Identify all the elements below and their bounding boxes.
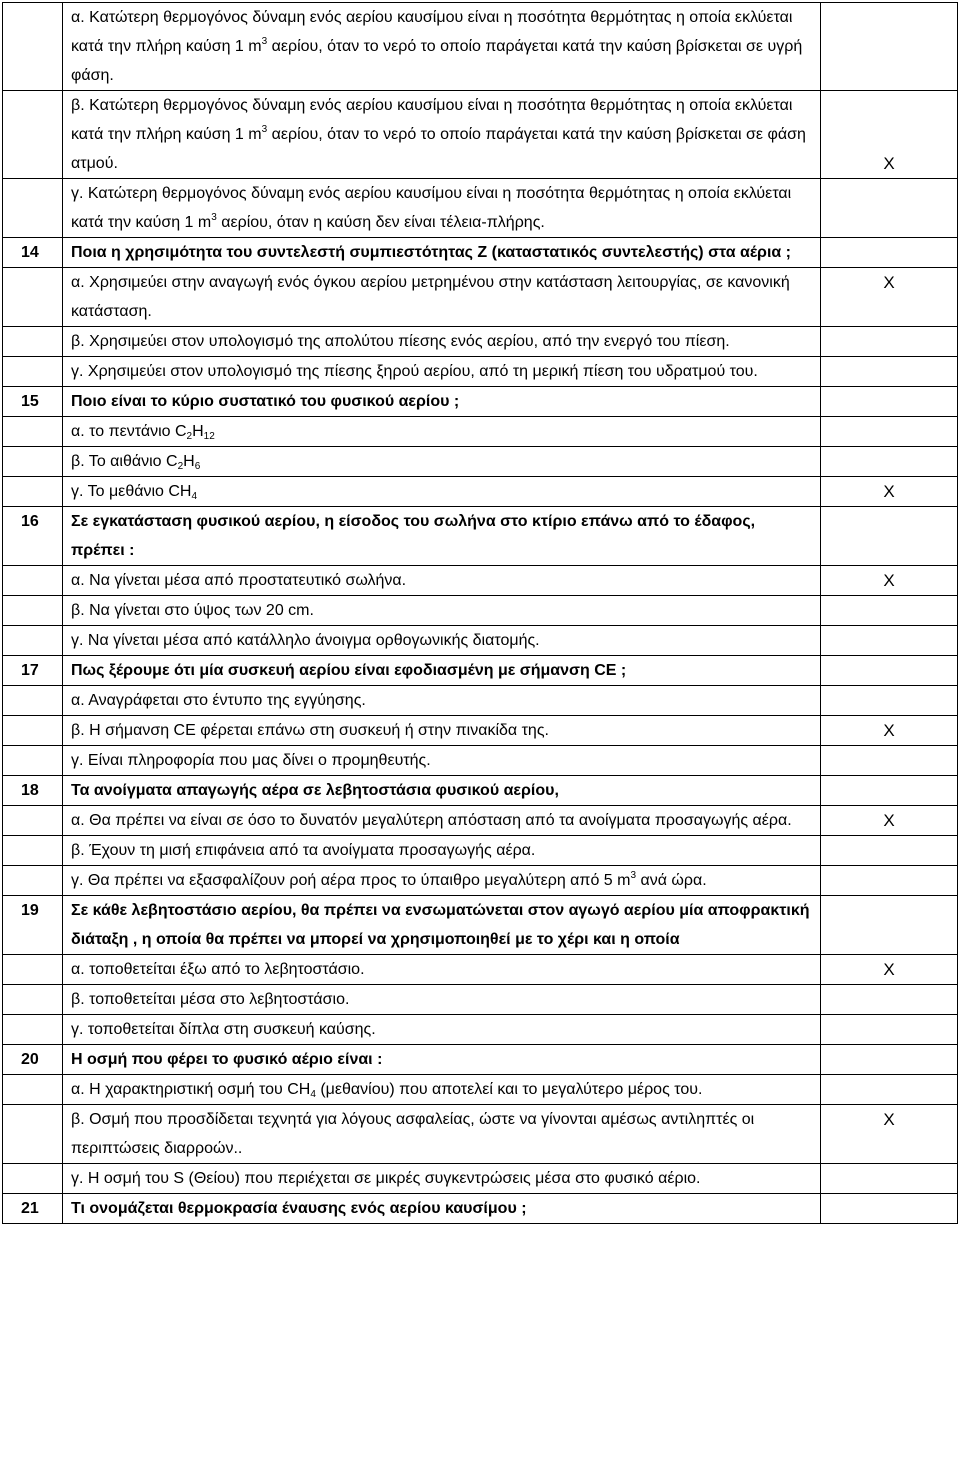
- answer-mark: [821, 357, 958, 387]
- question-number: [3, 866, 63, 896]
- question-number: [3, 566, 63, 596]
- answer-mark: X: [821, 716, 958, 746]
- question-number: [3, 596, 63, 626]
- option-text: α. Η χαρακτηριστική οσμή του $CH_4$ (μεθανίου) που αποτελεί και το μεγαλύτερο μέρος του.: [63, 1075, 821, 1105]
- option-text: α. τοποθετείται έξω από το λεβητοστάσιο.: [63, 955, 821, 985]
- question-number: 19: [3, 896, 63, 955]
- question-number: [3, 417, 63, 447]
- answer-mark: X: [821, 955, 958, 985]
- option-text: γ. Να γίνεται μέσα από κατάλληλο άνοιγμα ορθογωνικής διατομής.: [63, 626, 821, 656]
- question-text: Η οσμή που φέρει το φυσικό αέριο είναι :: [63, 1045, 821, 1075]
- option-text: β. Το αιθάνιο $C_2H_6$: [63, 447, 821, 477]
- answer-mark: [821, 626, 958, 656]
- option-text: β. Η σήμανση CE φέρεται επάνω στη συσκευή ή στην πινακίδα της.: [63, 716, 821, 746]
- answer-mark: X: [821, 806, 958, 836]
- answer-mark: [821, 836, 958, 866]
- question-number: [3, 806, 63, 836]
- answer-mark: X: [821, 1105, 958, 1164]
- question-number: [3, 447, 63, 477]
- question-number: [3, 1075, 63, 1105]
- question-number: [3, 327, 63, 357]
- option-text: γ. Θα πρέπει να εξασφαλίζουν ροή αέρα προς το ύπαιθρο μεγαλύτερη από 5 $m^3$ ανά ώρα.: [63, 866, 821, 896]
- option-text: α. Κατώτερη θερμογόνος δύναμη ενός αερίου καυσίμου είναι η ποσότητα θερμότητας η οποία εκλύεται κατά την πλήρη καύση 1 $m^3$ αερίου, όταν το νερό το οποίο παράγεται κατά την καύση βρίσκεται σε υγρή φάση.: [63, 3, 821, 91]
- answer-mark: [821, 985, 958, 1015]
- quiz-table: [2, 2, 958, 1224]
- answer-mark: [821, 596, 958, 626]
- question-number: [3, 477, 63, 507]
- option-text: β. τοποθετείται μέσα στο λεβητοστάσιο.: [63, 985, 821, 1015]
- option-text: β. Κατώτερη θερμογόνος δύναμη ενός αερίου καυσίμου είναι η ποσότητα θερμότητας η οποία εκλύεται κατά την πλήρη καύση 1 $m^3$ αερίου, όταν το νερό το οποίο παράγεται κατά την καύση βρίσκεται σε φάση ατμού.: [63, 91, 821, 179]
- option-text: γ. Είναι πληροφορία που μας δίνει ο προμηθευτής.: [63, 746, 821, 776]
- question-number: [3, 686, 63, 716]
- answer-mark: [821, 417, 958, 447]
- question-text: Τι ονομάζεται θερμοκρασία έναυσης ενός αερίου καυσίμου ;: [63, 1194, 821, 1224]
- answer-mark: [821, 1045, 958, 1075]
- option-text: γ. Η οσμή του S (Θείου) που περιέχεται σε μικρές συγκεντρώσεις μέσα στο φυσικό αέριο.: [63, 1164, 821, 1194]
- answer-mark: X: [821, 477, 958, 507]
- question-number: [3, 716, 63, 746]
- question-number: 15: [3, 387, 63, 417]
- question-number: 14: [3, 238, 63, 268]
- question-number: [3, 357, 63, 387]
- question-number: [3, 836, 63, 866]
- answer-mark: X: [821, 566, 958, 596]
- question-number: 21: [3, 1194, 63, 1224]
- answer-mark: [821, 866, 958, 896]
- option-text: α. το πεντάνιο $C_2H_{12}$: [63, 417, 821, 447]
- answer-mark: X: [821, 91, 958, 179]
- option-text: β. Οσμή που προσδίδεται τεχνητά για λόγους ασφαλείας, ώστε να γίνονται αμέσως αντιληπτές οι περιπτώσεις διαρροών..: [63, 1105, 821, 1164]
- question-number: [3, 985, 63, 1015]
- answer-mark: [821, 507, 958, 566]
- question-number: [3, 91, 63, 179]
- option-text: γ. τοποθετείται δίπλα στη συσκευή καύσης.: [63, 1015, 821, 1045]
- option-text: α. Να γίνεται μέσα από προστατευτικό σωλήνα.: [63, 566, 821, 596]
- answer-mark: X: [821, 268, 958, 327]
- option-text: γ. Το μεθάνιο $CH_4$: [63, 477, 821, 507]
- question-number: [3, 3, 63, 91]
- question-number: [3, 955, 63, 985]
- answer-mark: [821, 746, 958, 776]
- answer-mark: [821, 179, 958, 238]
- question-text: Πως ξέρουμε ότι μία συσκευή αερίου είναι εφοδιασμένη με σήμανση CE ;: [63, 656, 821, 686]
- question-number: [3, 179, 63, 238]
- option-text: β. Χρησιμεύει στον υπολογισμό της απολύτου πίεσης ενός αερίου, από την ενεργό του πίεση.: [63, 327, 821, 357]
- option-text: α. Θα πρέπει να είναι σε όσο το δυνατόν μεγαλύτερη απόσταση από τα ανοίγματα προσαγωγής αέρα.: [63, 806, 821, 836]
- question-number: [3, 1015, 63, 1045]
- question-number: [3, 626, 63, 656]
- answer-mark: [821, 387, 958, 417]
- answer-mark: [821, 1015, 958, 1045]
- question-number: 18: [3, 776, 63, 806]
- option-text: α. Χρησιμεύει στην αναγωγή ενός όγκου αερίου μετρημένου στην κατάσταση λειτουργίας, σε κανονική κατάσταση.: [63, 268, 821, 327]
- question-number: [3, 268, 63, 327]
- answer-mark: [821, 686, 958, 716]
- option-text: β. Να γίνεται στο ύψος των 20 cm.: [63, 596, 821, 626]
- answer-mark: [821, 238, 958, 268]
- question-text: Τα ανοίγματα απαγωγής αέρα σε λεβητοστάσια φυσικού αερίου,: [63, 776, 821, 806]
- question-number: [3, 1105, 63, 1164]
- option-text: α. Αναγράφεται στο έντυπο της εγγύησης.: [63, 686, 821, 716]
- question-number: [3, 746, 63, 776]
- question-number: 20: [3, 1045, 63, 1075]
- option-text: β. Έχουν τη μισή επιφάνεια από τα ανοίγματα προσαγωγής αέρα.: [63, 836, 821, 866]
- answer-mark: [821, 447, 958, 477]
- question-number: 17: [3, 656, 63, 686]
- option-text: γ. Κατώτερη θερμογόνος δύναμη ενός αερίου καυσίμου είναι η ποσότητα θερμότητας η οποία εκλύεται κατά την καύση 1 $m^3$ αερίου, όταν η καύση δεν είναι τέλεια-πλήρης.: [63, 179, 821, 238]
- answer-mark: [821, 3, 958, 91]
- answer-mark: [821, 1194, 958, 1224]
- option-text: γ. Χρησιμεύει στον υπολογισμό της πίεσης ξηρού αερίου, από τη μερική πίεση του υδρατμού του.: [63, 357, 821, 387]
- answer-mark: [821, 896, 958, 955]
- answer-mark: [821, 656, 958, 686]
- question-text: Σε εγκατάσταση φυσικού αερίου, η είσοδος του σωλήνα στο κτίριο επάνω από το έδαφος, πρέπει :: [63, 507, 821, 566]
- question-text: Ποια η χρησιμότητα του συντελεστή συμπιεστότητας Ζ (καταστατικός συντελεστής) στα αέρια ;: [63, 238, 821, 268]
- answer-mark: [821, 327, 958, 357]
- question-number: [3, 1164, 63, 1194]
- question-text: Ποιο είναι το κύριο συστατικό του φυσικού αερίου ;: [63, 387, 821, 417]
- answer-mark: [821, 1164, 958, 1194]
- answer-mark: [821, 776, 958, 806]
- question-text: Σε κάθε λεβητοστάσιο αερίου, θα πρέπει να ενσωματώνεται στον αγωγό αερίου μία αποφρακτική διάταξη , η οποία θα πρέπει να μπορεί να χρησιμοποιηθεί με το χέρι και η οποία: [63, 896, 821, 955]
- question-number: 16: [3, 507, 63, 566]
- answer-mark: [821, 1075, 958, 1105]
